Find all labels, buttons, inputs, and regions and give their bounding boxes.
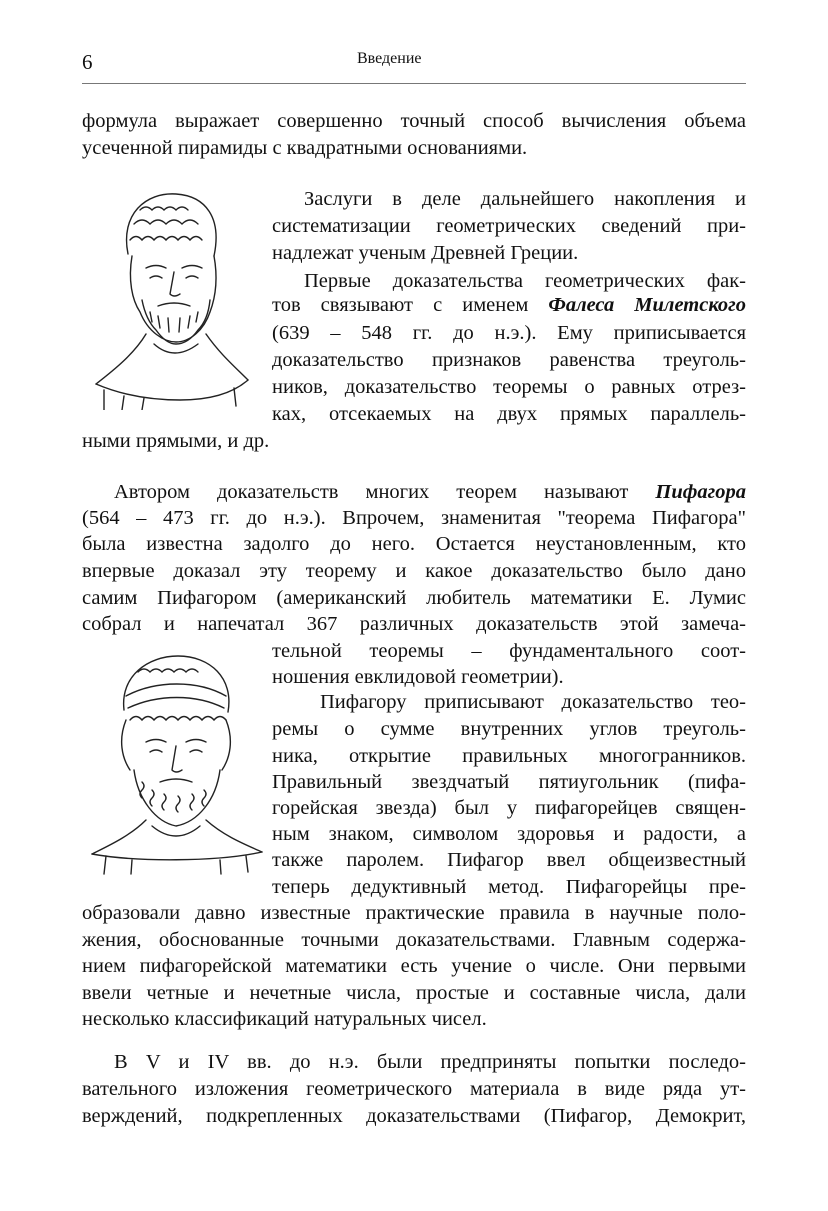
body-line: ников, доказательство теоремы о равных отрез- xyxy=(272,376,746,398)
page-number: 6 xyxy=(82,50,93,74)
body-line: также паролем. Пифагор ввел общеизвестный xyxy=(272,849,746,871)
pythagoras-name: Пифагора xyxy=(655,481,746,503)
body-line: усеченной пирамиды с квадратными основаниями. xyxy=(82,137,528,159)
body-line: (564 – 473 гг. до н.э.). Впрочем, знаменитая "теорема Пифагора" xyxy=(82,507,746,529)
body-line: ношения евклидовой геометрии). xyxy=(272,666,564,688)
body-line: (639 – 548 гг. до н.э.). Ему приписывается xyxy=(272,322,746,344)
body-line: Первые доказательства геометрических фак- xyxy=(304,270,746,292)
body-line: ремы о сумме внутренних углов треуголь- xyxy=(272,718,746,740)
header-rule xyxy=(82,83,746,84)
body-line: горейская звезда) был у пифагорейцев священ- xyxy=(272,797,746,819)
text-run: Автором доказательств многих теорем называют xyxy=(114,481,656,503)
body-line: В V и IV вв. до н.э. были предприняты попытки последо- xyxy=(114,1051,746,1073)
body-line: тельной теоремы – фундаментального соот- xyxy=(272,640,746,662)
thales-portrait xyxy=(84,184,256,410)
body-line: ках, отсекаемых на двух прямых параллель- xyxy=(272,403,746,425)
body-line xyxy=(272,291,746,319)
body-line: теперь дедуктивный метод. Пифагорейцы пре- xyxy=(272,876,746,898)
body-line: жения, обоснованные точными доказательствами. Главным содержа- xyxy=(82,929,746,951)
pythagoras-portrait xyxy=(86,650,266,876)
running-head: Введение xyxy=(357,50,422,67)
text-run: тов связывают с именем xyxy=(272,294,549,316)
body-line: ввели четные и нечетные числа, простые и составные числа, дали xyxy=(82,982,746,1004)
body-line: систематизации геометрических сведений при- xyxy=(272,215,746,237)
body-line: впервые доказал эту теорему и какое доказательство было дано xyxy=(82,560,746,582)
body-line: самим Пифагором (американский любитель математики Е. Лумис xyxy=(82,587,746,609)
body-line: ным знаком, символом здоровья и радости, а xyxy=(272,823,746,845)
body-line: нием пифагорейской математики есть учение о числе. Они первыми xyxy=(82,955,746,977)
body-line: была известна задолго до него. Остается неустановленным, кто xyxy=(82,533,746,555)
thales-name: Фалеса Милетского xyxy=(548,294,746,316)
body-line: ника, открытие правильных многогранников. xyxy=(272,745,746,767)
body-line: ными прямыми, и др. xyxy=(82,430,270,452)
body-line: образовали давно известные практические правила в научные поло- xyxy=(82,902,746,924)
body-line: верждений, подкрепленных доказательствами (Пифагор, Демокрит, xyxy=(82,1105,746,1127)
body-line: Заслуги в деле дальнейшего накопления и xyxy=(304,188,746,210)
body-line xyxy=(114,478,746,506)
body-line: доказательство признаков равенства треуголь- xyxy=(272,349,746,371)
body-line: Правильный звездчатый пятиугольник (пифа- xyxy=(272,771,746,793)
body-line: несколько классификаций натуральных чисел. xyxy=(82,1008,487,1030)
body-line: собрал и напечатал 367 различных доказательств этой замеча- xyxy=(82,613,746,635)
body-line: вательного изложения геометрического материала в виде ряда ут- xyxy=(82,1078,746,1100)
body-line: надлежат ученым Древней Греции. xyxy=(272,242,579,264)
body-line: формула выражает совершенно точный способ вычисления объема xyxy=(82,110,746,132)
body-line: Пифагору приписывают доказательство тео- xyxy=(320,691,746,713)
